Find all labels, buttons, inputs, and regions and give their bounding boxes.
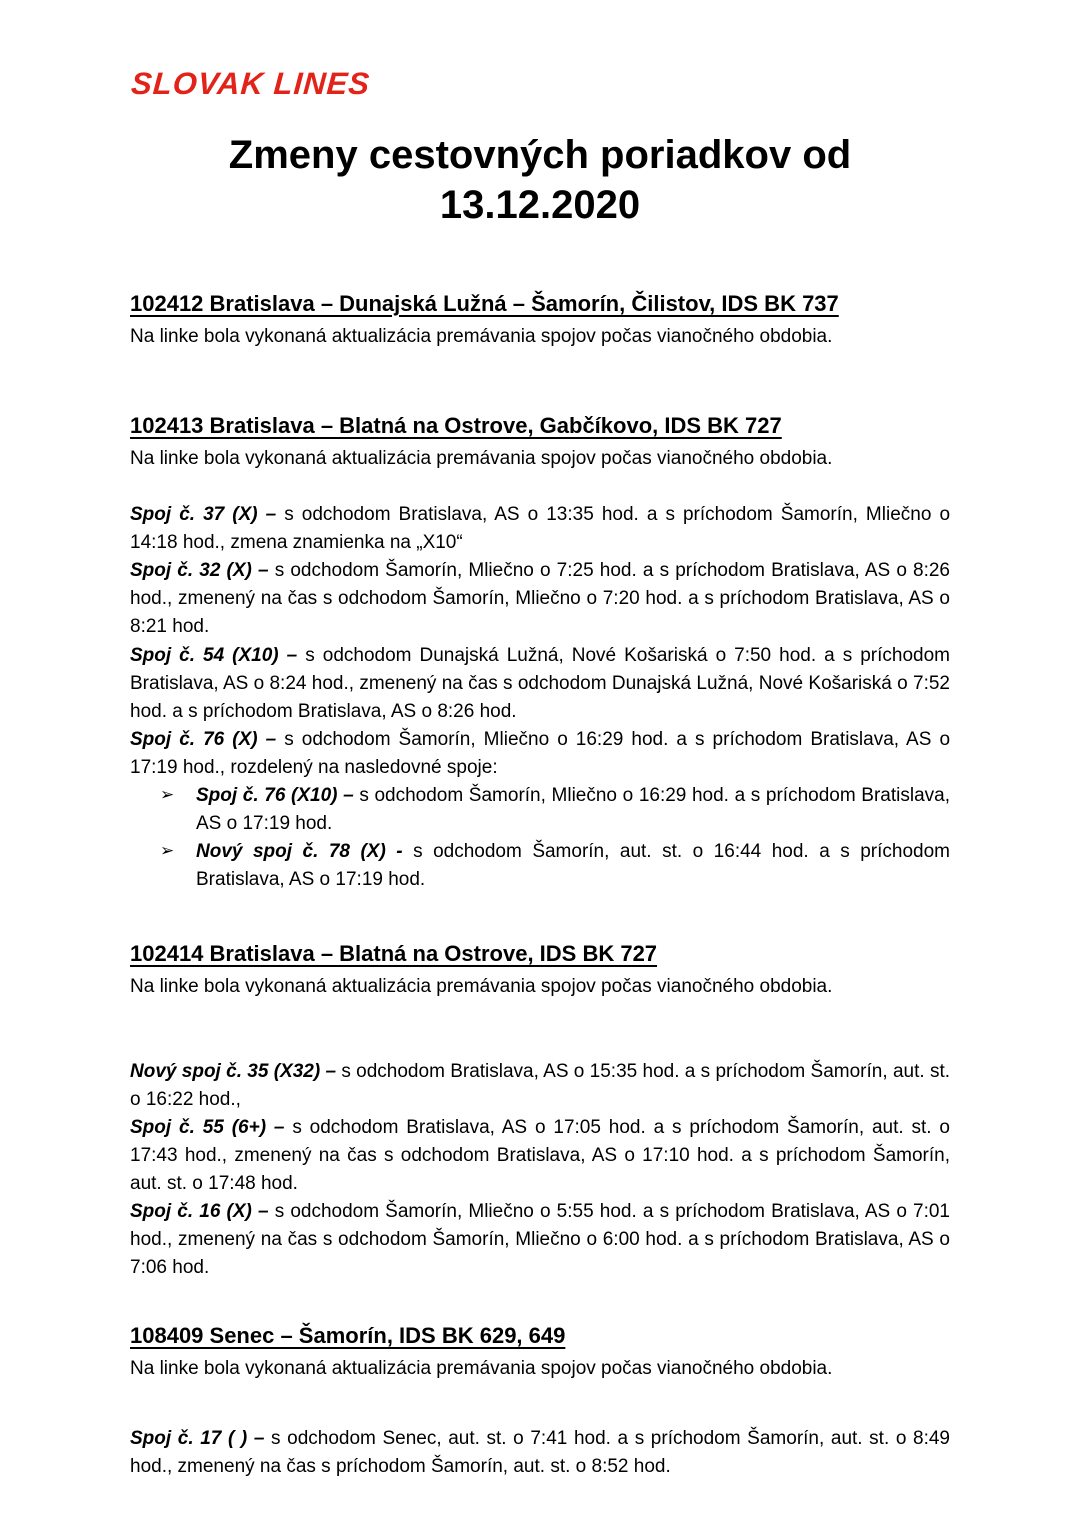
service-change-text: s odchodom Šamorín, Mliečno o 7:25 hod. a s príchodom Bratislava, AS o 8:26 hod., zmenený na čas s odchodom Šamorín, Mliečno o 7:20 hod. a s príchodom Bratislava, AS o 8:21 hod. bbox=[130, 560, 951, 638]
document-title: Zmeny cestovných poriadkov od 13.12.2020 bbox=[228, 133, 852, 228]
service-change-text: s odchodom Senec, aut. st. o 7:41 hod. a s príchodom Šamorín, aut. st. o 8:49 hod., zmenený na čas s príchodom Šamorín, aut. st. o 8:52 hod. bbox=[130, 1427, 950, 1477]
service-changes-108409 bbox=[130, 1425, 950, 1481]
service-changes-102414 bbox=[130, 1058, 950, 1283]
service-change-text: s odchodom Šamorín, Mliečno o 16:29 hod. a s príchodom Bratislava, AS o 17:19 hod., rozdelený na nasledovné spoje: bbox=[130, 728, 951, 778]
service-change-lead: Nový spoj č. 35 (X32) – bbox=[130, 1060, 337, 1082]
split-service-78 bbox=[130, 838, 950, 894]
arrow-bullet-icon: ➢ bbox=[160, 841, 175, 861]
service-changes-102413 bbox=[130, 501, 950, 895]
section-intro-102414: Na linke bola vykonaná aktualizácia premávania spojov počas vianočného obdobia. bbox=[130, 975, 833, 997]
service-change-text: s odchodom Bratislava, AS o 15:35 hod. a s príchodom Šamorín, aut. st. o 16:22 hod., bbox=[130, 1060, 950, 1110]
service-change-54 bbox=[130, 642, 950, 726]
service-change-32 bbox=[130, 557, 950, 641]
section-intro-102413: Na linke bola vykonaná aktualizácia premávania spojov počas vianočného obdobia. bbox=[130, 447, 833, 469]
slovak-lines-logo: SLOVAK LINES bbox=[130, 66, 372, 101]
service-change-lead: Spoj č. 37 (X) – bbox=[130, 504, 277, 525]
service-change-text: s odchodom Šamorín, Mliečno o 5:55 hod. a s príchodom Bratislava, AS o 7:01 hod., zmenený na čas s odchodom Šamorín, Mliečno o 6:00 hod. a s príchodom Bratislava, AS o 7:06 hod. bbox=[130, 1201, 951, 1279]
section-heading-108409: 108409 Senec – Šamorín, IDS BK 629, 649 bbox=[130, 1322, 566, 1348]
service-change-text: s odchodom Bratislava, AS o 13:35 hod. a s príchodom Šamorín, Mliečno o 14:18 hod., zmena znamienka na „X10“ bbox=[130, 504, 951, 554]
section-intro-102412: Na linke bola vykonaná aktualizácia premávania spojov počas vianočného obdobia. bbox=[130, 325, 833, 347]
service-change-lead: Spoj č. 54 (X10) – bbox=[130, 644, 298, 666]
service-change-76 bbox=[130, 726, 950, 782]
split-service-text: s odchodom Šamorín, Mliečno o 16:29 hod. a s príchodom Bratislava, AS o 17:19 hod. bbox=[196, 785, 951, 835]
service-change-17 bbox=[130, 1425, 950, 1481]
section-102414 bbox=[130, 941, 950, 1283]
section-102412 bbox=[130, 291, 950, 351]
service-change-16 bbox=[130, 1198, 950, 1282]
section-heading-102414: 102414 Bratislava – Blatná na Ostrove, IDS BK 727 bbox=[130, 940, 658, 966]
split-service-76-x10 bbox=[130, 782, 950, 838]
service-change-37 bbox=[130, 501, 950, 557]
split-service-lead: Nový spoj č. 78 (X) - bbox=[196, 841, 403, 863]
section-108409 bbox=[130, 1323, 950, 1481]
service-change-text: s odchodom Dunajská Lužná, Nové Košariská o 7:50 hod. a s príchodom Bratislava, AS o 8:24 hod., zmenený na čas s odchodom Dunajská Lužná, Nové Košariská o 7:52 hod. a s príchodom Bratislava, AS o 8:26 hod. bbox=[130, 644, 950, 722]
section-heading-102413: 102413 Bratislava – Blatná na Ostrove, Gabčíkovo, IDS BK 727 bbox=[130, 412, 782, 438]
service-change-lead: Spoj č. 16 (X) – bbox=[130, 1201, 269, 1223]
service-change-lead: Spoj č. 17 ( ) – bbox=[130, 1427, 265, 1449]
service-change-55 bbox=[130, 1114, 950, 1198]
service-change-text: s odchodom Bratislava, AS o 17:05 hod. a s príchodom Šamorín, aut. st. o 17:43 hod., zmenený na čas s odchodom Bratislava, AS o 17:10 hod. a s príchodom Šamorín, aut. st. o 17:48 hod. bbox=[130, 1116, 950, 1195]
service-change-lead: Spoj č. 32 (X) – bbox=[130, 560, 269, 582]
split-services-list bbox=[130, 782, 950, 894]
service-change-lead: Spoj č. 76 (X) – bbox=[130, 728, 277, 750]
split-service-lead: Spoj č. 76 (X10) – bbox=[196, 785, 354, 807]
service-change-35 bbox=[130, 1058, 950, 1114]
section-heading-102412: 102412 Bratislava – Dunajská Lužná – Šamorín, Čilistov, IDS BK 737 bbox=[130, 290, 839, 316]
service-change-lead: Spoj č. 55 (6+) – bbox=[130, 1116, 285, 1138]
arrow-bullet-icon: ➢ bbox=[160, 785, 175, 805]
section-102413 bbox=[130, 413, 950, 895]
section-intro-108409: Na linke bola vykonaná aktualizácia premávania spojov počas vianočného obdobia. bbox=[130, 1357, 833, 1379]
split-service-text: s odchodom Šamorín, aut. st. o 16:44 hod. a s príchodom Bratislava, AS o 17:19 hod. bbox=[196, 841, 951, 891]
